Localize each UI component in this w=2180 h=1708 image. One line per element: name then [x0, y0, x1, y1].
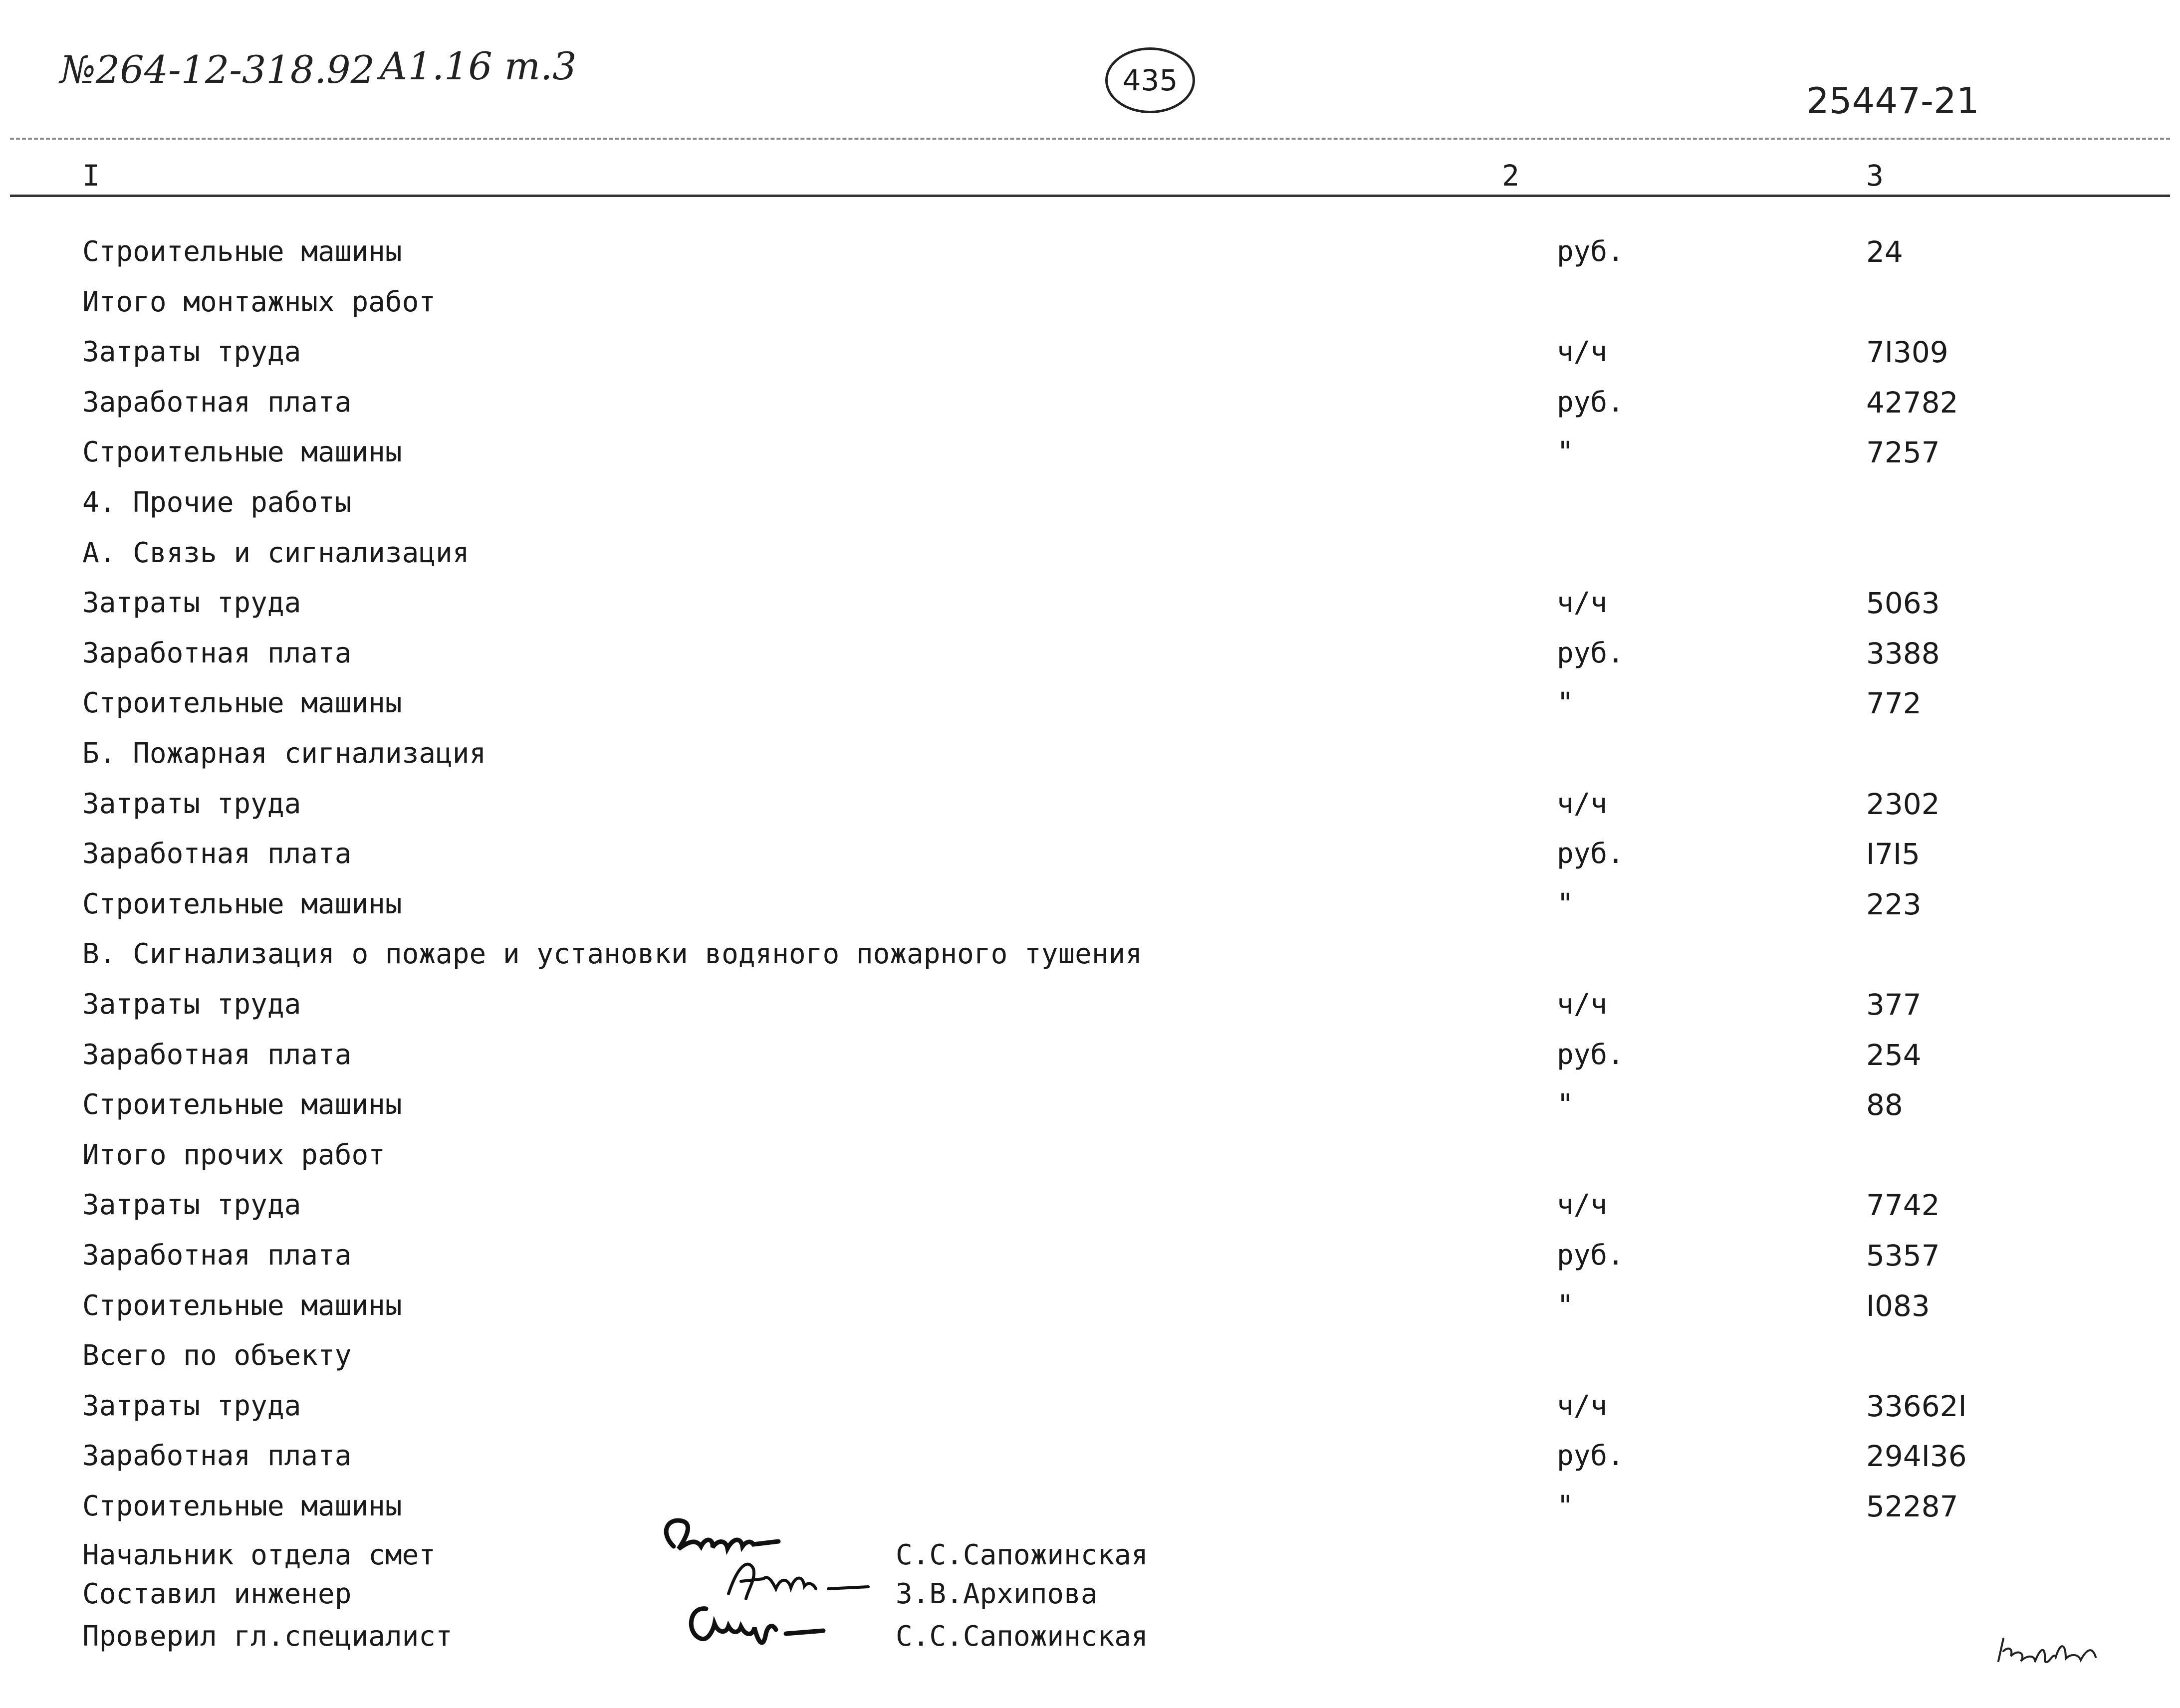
table-row	[0, 1080, 2180, 1130]
signature-role-1: Начальник отдела смет	[82, 1539, 436, 1571]
page-number: 435	[1122, 63, 1178, 97]
table-row	[0, 1231, 2180, 1281]
table-row	[0, 478, 2180, 528]
row-label: Заработная плата	[82, 386, 352, 419]
row-unit: ч/ч	[1557, 1189, 1608, 1221]
row-label: Заработная плата	[82, 1039, 352, 1071]
row-value: I7I5	[1866, 837, 1921, 871]
table-row	[0, 1431, 2180, 1481]
table-row	[0, 1331, 2180, 1381]
table-row	[0, 427, 2180, 477]
row-label: Итого монтажных работ	[82, 286, 436, 318]
row-unit: "	[1557, 1490, 1574, 1522]
row-value: 42782	[1866, 386, 1958, 420]
row-label: Затраты труда	[82, 1390, 301, 1422]
row-label: Строительные машины	[82, 687, 402, 719]
table-row	[0, 1180, 2180, 1230]
row-value: 7I309	[1866, 335, 1948, 369]
header-divider	[10, 195, 2170, 197]
row-label: А. Связь и сигнализация	[82, 537, 470, 569]
row-value: 294I36	[1866, 1439, 1967, 1473]
row-label: Затраты труда	[82, 587, 301, 619]
row-value: 88	[1866, 1088, 1903, 1122]
row-label: Всего по объекту	[82, 1339, 352, 1372]
row-value: 52287	[1866, 1490, 1958, 1523]
table-row	[0, 578, 2180, 628]
row-unit: руб.	[1557, 386, 1624, 419]
row-value: 2302	[1866, 787, 1940, 821]
row-label: Затраты труда	[82, 788, 301, 820]
row-unit: руб.	[1557, 1440, 1624, 1472]
table-row	[0, 629, 2180, 678]
column-header-1: I	[82, 159, 100, 193]
row-unit: "	[1557, 888, 1574, 920]
row-label: Затраты труда	[82, 1189, 301, 1221]
row-unit: ч/ч	[1557, 988, 1608, 1021]
table-row	[0, 779, 2180, 829]
column-header-3: 3	[1866, 159, 1884, 193]
row-unit: ч/ч	[1557, 788, 1608, 820]
row-label: Затраты труда	[82, 988, 301, 1021]
row-label: Затраты труда	[82, 336, 301, 368]
row-unit: ч/ч	[1557, 1390, 1608, 1422]
table-row	[0, 980, 2180, 1030]
document-number: 25447-21	[1806, 80, 1979, 122]
doc-reference: №264-12-318.92	[60, 47, 375, 92]
row-unit: ч/ч	[1557, 587, 1608, 619]
table-row	[0, 327, 2180, 377]
column-header-2: 2	[1502, 159, 1519, 193]
table-row	[0, 829, 2180, 879]
row-label: Заработная плата	[82, 637, 352, 669]
signature-name-2: З.В.Архипова	[896, 1578, 1098, 1610]
row-label: Строительные машины	[82, 888, 402, 920]
row-label: Итого прочих работ	[82, 1139, 385, 1171]
row-value: 33662I	[1866, 1389, 1967, 1423]
table-row	[0, 1030, 2180, 1080]
table-row	[0, 528, 2180, 578]
row-unit: "	[1557, 687, 1574, 719]
row-label: Строительные машины	[82, 235, 402, 268]
row-value: 3388	[1866, 637, 1940, 670]
handwritten-initials	[1991, 1626, 2121, 1681]
row-unit: "	[1557, 1088, 1574, 1121]
row-value: 223	[1866, 887, 1922, 921]
row-unit: руб.	[1557, 838, 1624, 870]
table-row	[0, 1130, 2180, 1180]
row-label: 4. Прочие работы	[82, 486, 352, 519]
row-label: Строительные машины	[82, 1088, 402, 1121]
row-unit: руб.	[1557, 1039, 1624, 1071]
album-reference: А1.16 т.3	[379, 44, 577, 88]
table-row	[0, 1482, 2180, 1531]
table-row	[0, 678, 2180, 728]
row-value: 772	[1866, 686, 1922, 720]
signature-role-3: Проверил гл.специалист	[82, 1620, 453, 1653]
table-row	[0, 929, 2180, 979]
row-unit: ч/ч	[1557, 336, 1608, 368]
table-row	[0, 227, 2180, 277]
row-value: 377	[1866, 988, 1922, 1022]
row-label: Строительные машины	[82, 436, 402, 468]
row-value: 254	[1866, 1038, 1922, 1072]
row-label: Строительные машины	[82, 1490, 402, 1522]
row-value: 7742	[1866, 1188, 1940, 1222]
row-unit: руб.	[1557, 637, 1624, 669]
row-label: Заработная плата	[82, 1440, 352, 1472]
row-label: Заработная плата	[82, 838, 352, 870]
row-unit: "	[1557, 1289, 1574, 1322]
row-unit: руб.	[1557, 1239, 1624, 1272]
table-row	[0, 729, 2180, 779]
row-unit: "	[1557, 436, 1574, 468]
row-label: Б. Пожарная сигнализация	[82, 737, 486, 770]
table-row	[0, 879, 2180, 929]
table-row	[0, 277, 2180, 327]
signature-name-1: С.С.Сапожинская	[896, 1539, 1148, 1571]
table-row	[0, 1381, 2180, 1431]
row-label: Заработная плата	[82, 1239, 352, 1272]
row-label: Строительные машины	[82, 1289, 402, 1322]
row-value: 5357	[1866, 1239, 1940, 1273]
handwritten-signature-3	[679, 1594, 838, 1654]
row-label: В. Сигнализация о пожаре и установки водяного пожарного тушения	[82, 938, 1143, 970]
signature-role-2: Составил инженер	[82, 1578, 352, 1610]
table-row	[0, 1281, 2180, 1331]
signature-name-3: С.С.Сапожинская	[896, 1620, 1148, 1653]
row-value: 24	[1866, 235, 1903, 269]
top-divider	[10, 138, 2170, 140]
row-value: 7257	[1866, 435, 1940, 469]
table-row	[0, 378, 2180, 427]
row-unit: руб.	[1557, 235, 1624, 268]
row-value: I083	[1866, 1289, 1930, 1323]
row-value: 5063	[1866, 586, 1940, 620]
